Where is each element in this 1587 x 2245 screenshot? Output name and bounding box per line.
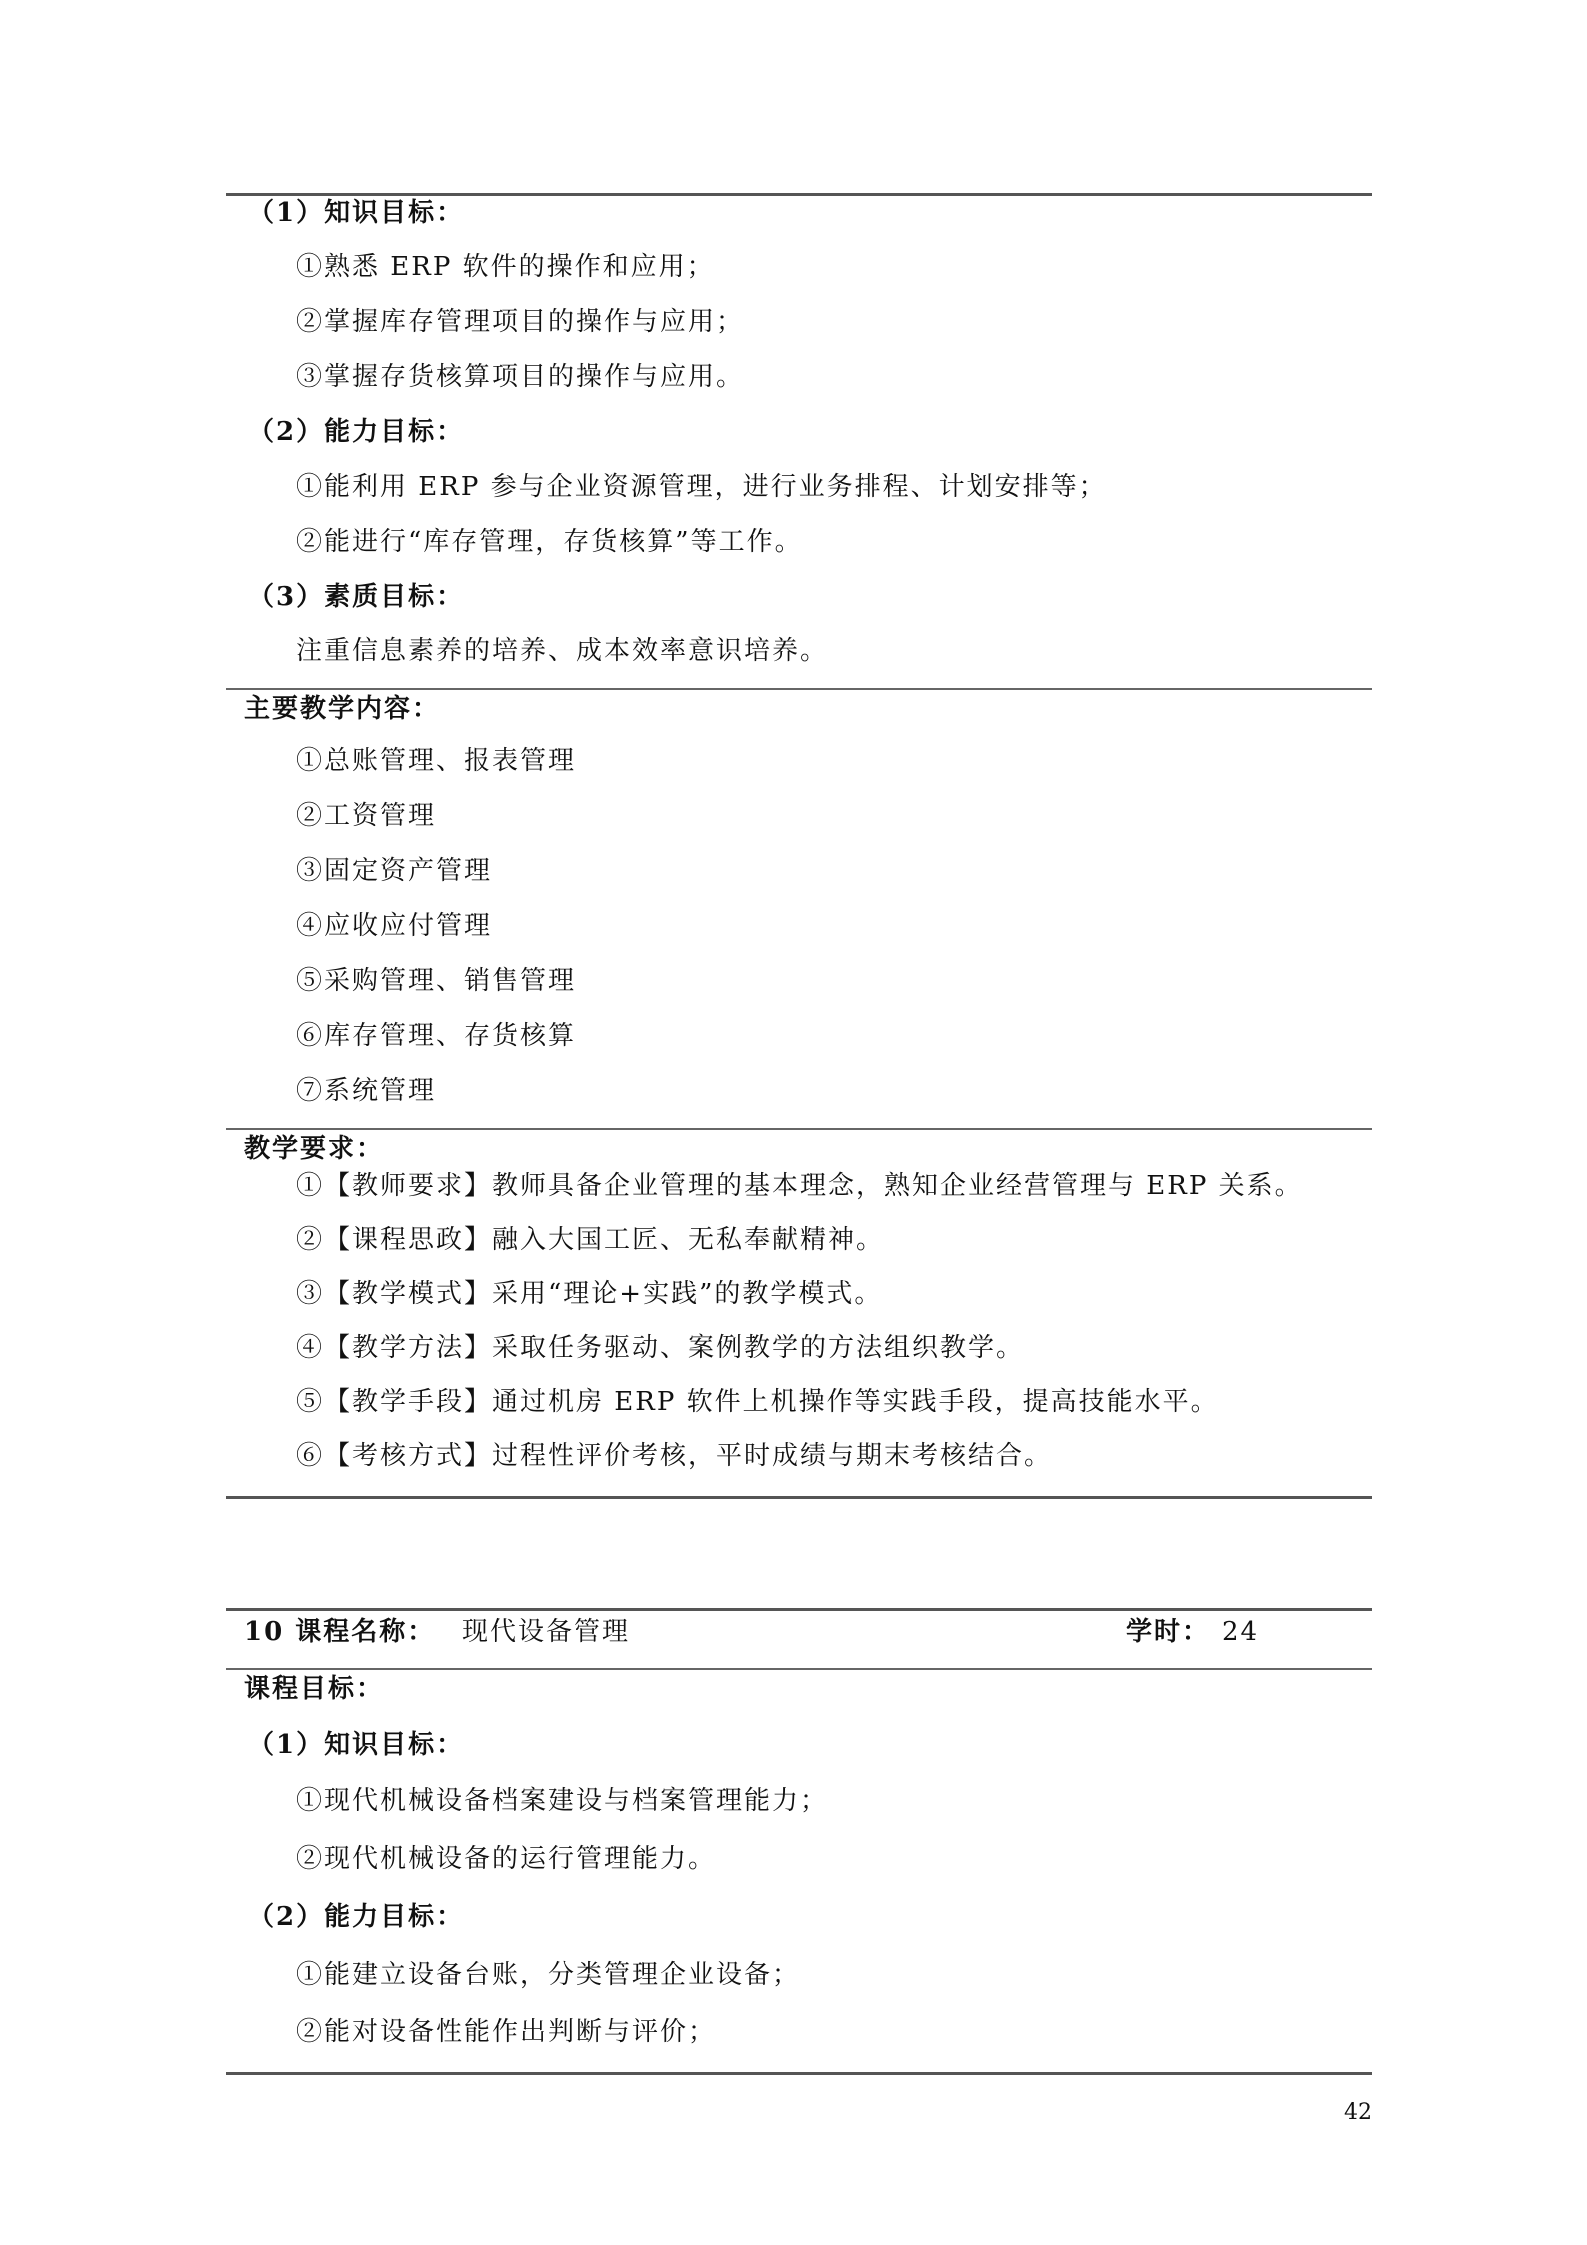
- course-name-label: 10 课程名称：: [244, 1617, 436, 1647]
- section-divider: [226, 688, 1372, 690]
- content-item: ②工资管理: [296, 801, 437, 831]
- ability-item: ①能利用 ERP 参与企业资源管理，进行业务排程、计划安排等；: [296, 472, 1107, 502]
- page-number: 42: [1344, 2100, 1372, 2125]
- knowledge-item: ①现代机械设备档案建设与档案管理能力；: [296, 1786, 829, 1816]
- knowledge-heading: （1）知识目标：: [248, 198, 465, 228]
- course-name: 现代设备管理: [462, 1617, 631, 1647]
- knowledge-item: ③掌握存货核算项目的操作与应用。: [296, 362, 745, 392]
- requirement-item: ⑥【考核方式】过程性评价考核，平时成绩与期末考核结合。: [296, 1441, 1053, 1471]
- course-header-divider: [226, 1668, 1372, 1670]
- content-heading: 主要教学内容：: [244, 694, 441, 724]
- knowledge-item: ②掌握库存管理项目的操作与应用；: [296, 307, 745, 337]
- section-divider: [226, 1128, 1372, 1130]
- requirements-heading: 教学要求：: [244, 1134, 385, 1164]
- content-item: ①总账管理、报表管理: [296, 746, 577, 776]
- content-item: ⑦系统管理: [296, 1076, 437, 1106]
- ability-heading: （2）能力目标：: [248, 1902, 465, 1932]
- requirement-item: ④【教学方法】采取任务驱动、案例教学的方法组织教学。: [296, 1333, 1025, 1363]
- quality-heading: （3）素质目标：: [248, 582, 465, 612]
- content-item: ③固定资产管理: [296, 856, 493, 886]
- requirement-item: ①【教师要求】教师具备企业管理的基本理念，熟知企业经营管理与 ERP 关系。: [296, 1171, 1303, 1201]
- page-bottom-rule: [226, 2072, 1372, 2075]
- quality-item: 注重信息素养的培养、成本效率意识培养。: [296, 636, 829, 666]
- ability-heading: （2）能力目标：: [248, 417, 465, 447]
- course-hours: 24: [1222, 1617, 1260, 1647]
- course-top-rule: [226, 1608, 1372, 1611]
- requirement-item: ②【课程思政】融入大国工匠、无私奉献精神。: [296, 1225, 885, 1255]
- content-item: ④应收应付管理: [296, 911, 493, 941]
- requirement-item: ③【教学模式】采用“理论+实践”的教学模式。: [296, 1279, 883, 1309]
- ability-item: ②能进行“库存管理，存货核算”等工作。: [296, 527, 803, 557]
- knowledge-item: ①熟悉 ERP 软件的操作和应用；: [296, 252, 715, 282]
- requirement-item: ⑤【教学手段】通过机房 ERP 软件上机操作等实践手段，提高技能水平。: [296, 1387, 1219, 1417]
- knowledge-heading: （1）知识目标：: [248, 1730, 465, 1760]
- content-item: ⑥库存管理、存货核算: [296, 1021, 577, 1051]
- course-hours-label: 学时：: [1126, 1617, 1211, 1647]
- content-item: ⑤采购管理、销售管理: [296, 966, 577, 996]
- table-bottom-rule: [226, 1496, 1372, 1499]
- knowledge-item: ②现代机械设备的运行管理能力。: [296, 1844, 717, 1874]
- ability-item: ①能建立设备台账，分类管理企业设备；: [296, 1960, 801, 1990]
- goals-heading: 课程目标：: [244, 1674, 385, 1704]
- ability-item: ②能对设备性能作出判断与评价；: [296, 2017, 717, 2047]
